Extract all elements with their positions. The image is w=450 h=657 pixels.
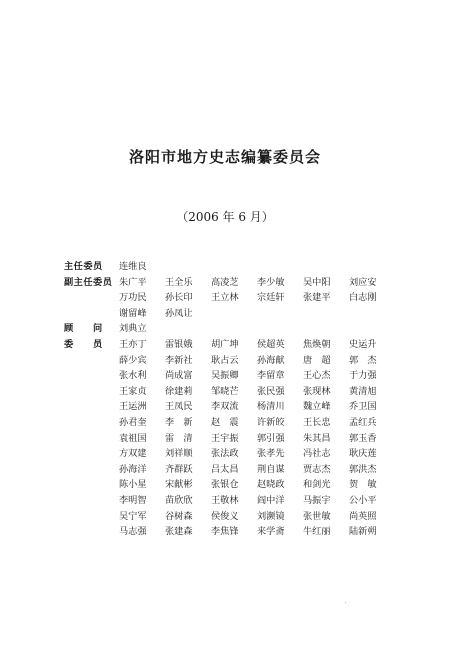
roster-row [64,493,395,509]
page-date: （2006 年 6 月） [176,210,274,224]
member-name: 邹晓芒 [211,385,239,397]
member-name: 张法政 [211,448,239,460]
member-name: 侯俊义 [211,510,239,522]
member-name: 张世敏 [303,510,331,522]
member-name: 阎中洋 [257,494,285,506]
role-label [64,290,119,306]
role-label: 委 员 [64,338,103,350]
member-name: 刘典立 [119,323,147,335]
member-name: 王亦丁 [119,338,147,350]
role-label: 顾 问 [64,323,103,335]
member-name: 马振宇 [303,494,331,506]
member-name: 杨清川 [257,401,285,413]
roster-row [64,524,395,540]
member-name: 徐建莉 [165,385,193,397]
roster-row [64,368,395,384]
member-name: 王立林 [211,292,239,304]
role-label [64,415,119,431]
roster-row [64,384,395,400]
member-name: 雷银娥 [165,338,193,350]
member-name: 黄清旭 [349,385,377,397]
member-name: 李 新 [165,416,193,428]
role-label [64,353,119,369]
member-name: 张现林 [303,385,331,397]
member-name: 李留章 [257,370,285,382]
member-name: 赵晓政 [257,479,285,491]
member-name: 齐群跃 [165,463,193,475]
member-name: 郭洪杰 [349,463,377,475]
member-name: 方双建 [119,448,147,460]
member-name: 胡广坤 [211,338,239,350]
roster-row [64,399,395,415]
member-name: 孙长印 [165,292,193,304]
member-name: 孟红兵 [349,416,377,428]
member-name: 张银仓 [211,479,239,491]
member-name: 白志刚 [349,292,377,304]
member-name: 郭引强 [257,432,285,444]
role-label [64,368,119,384]
member-name: 王家贞 [119,385,147,397]
roster-row [64,353,395,369]
member-name: 王运洲 [119,401,147,413]
role-label [64,306,119,322]
member-name: 耿庆莲 [349,448,377,460]
member-name: 李双流 [211,401,239,413]
member-name: 王全乐 [165,276,193,288]
member-name: 万功民 [119,292,147,304]
roster-row [64,446,395,462]
member-name: 张孝先 [257,448,285,460]
role-label [64,524,119,540]
roster-row [64,415,395,431]
member-name: 李明智 [119,494,147,506]
member-name: 来学斋 [257,526,285,538]
member-name: 牛红丽 [303,526,331,538]
member-name: 张水利 [119,370,147,382]
page-speck [345,602,346,603]
member-name: 雷 清 [165,432,193,444]
member-name: 吴中阳 [303,276,331,288]
member-name: 魏立峰 [303,401,331,413]
role-label [64,431,119,447]
member-name: 史运升 [349,338,377,350]
member-name: 宗廷轩 [257,292,285,304]
member-name: 谷树森 [165,510,193,522]
member-name: 刘祥顺 [165,448,193,460]
member-name: 朱其昌 [303,432,331,444]
role-label: 主任委员 [64,261,103,272]
member-name: 袁祖国 [119,432,147,444]
member-name: 尚成富 [165,370,193,382]
roster-row [64,259,395,275]
roster-row [64,462,395,478]
member-name: 王凤民 [165,401,193,413]
role-label [64,477,119,493]
roster-row [64,337,395,353]
member-name: 焦焕朝 [303,338,331,350]
member-name: 孙凤让 [165,307,193,319]
member-name: 马志强 [119,526,147,538]
role-label [64,462,119,478]
member-name: 于力强 [349,370,377,382]
member-name: 孙君奎 [119,416,147,428]
role-label [64,384,119,400]
member-name: 李少敏 [257,276,285,288]
member-name: 吴振卿 [211,370,239,382]
member-name: 荆自谋 [257,463,285,475]
member-name: 王心杰 [303,370,331,382]
member-name: 王敬林 [211,494,239,506]
member-name: 李新社 [165,354,193,366]
member-name: 苗欣欣 [165,494,193,506]
member-name: 王长忠 [303,416,331,428]
roster-row [64,321,395,337]
page-title: 洛阳市地方史志编纂委员会 [128,148,321,166]
member-name: 唐 超 [303,354,331,366]
member-name: 吕太昌 [211,463,239,475]
member-name: 侯超英 [257,338,285,350]
member-name: 张建森 [165,526,193,538]
member-name: 朱广平 [119,276,147,288]
roster-row [64,477,395,493]
member-name: 高凌芝 [211,276,239,288]
member-name: 郭 杰 [349,354,377,366]
roster-row [64,509,395,525]
member-name: 陈小星 [119,479,147,491]
member-name: 孙海献 [257,354,285,366]
member-name: 冯社志 [303,448,331,460]
member-name: 郭玉香 [349,432,377,444]
role-label [64,493,119,509]
member-name: 许新皎 [257,416,285,428]
role-label [64,399,119,415]
member-name: 张民强 [257,385,285,397]
roster-row [64,306,395,322]
member-name: 王宇振 [211,432,239,444]
member-roster [64,259,395,540]
member-name: 赵 震 [211,416,239,428]
role-label [64,509,119,525]
member-name: 和剑光 [303,479,331,491]
member-name: 刘应安 [349,276,377,288]
member-name: 尚英照 [349,510,377,522]
member-name: 陆新朔 [349,526,377,538]
member-name: 连维良 [119,261,147,272]
roster-row [64,431,395,447]
roster-row [64,290,395,306]
member-name: 贾志杰 [303,463,331,475]
member-name: 刘濒镜 [257,510,285,522]
member-name: 公小平 [349,494,377,506]
member-name: 吴宁军 [119,510,147,522]
role-label: 副主任委员 [64,276,113,288]
member-name: 谢留峰 [119,307,147,319]
member-name: 薛少宾 [119,354,147,366]
member-name: 贺 敏 [349,479,377,491]
member-name: 耿占云 [211,354,239,366]
member-name: 孙海洋 [119,463,147,475]
member-name: 乔卫国 [349,401,377,413]
roster-row [64,275,395,291]
member-name: 张建平 [303,292,331,304]
role-label [64,446,119,462]
member-name: 宋献彬 [165,479,193,491]
member-name: 李焦锋 [211,526,239,538]
